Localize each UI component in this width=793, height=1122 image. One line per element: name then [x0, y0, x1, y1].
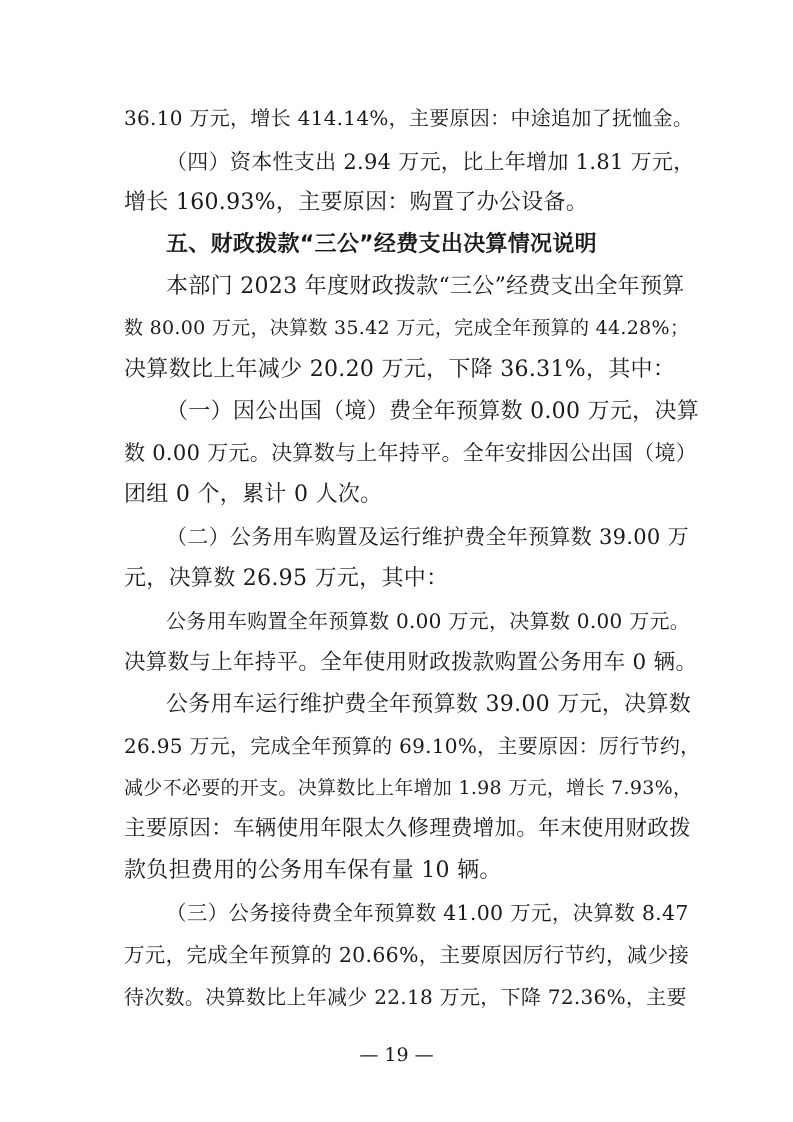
text-line: （四）资本性支出 2.94 万元，比上年增加 1.81 万元，: [166, 150, 695, 174]
text-line: 待次数。决算数比上年减少 22.18 万元，下降 72.36%，主要: [124, 985, 687, 1009]
text-line: 数 80.00 万元，决算数 35.42 万元，完成全年预算的 44.28%；: [124, 317, 690, 339]
text-line: 主要原因：车辆使用年限太久修理费增加。年末使用财政拨: [124, 816, 691, 841]
text-line: 决算数比上年减少 20.20 万元，下降 36.31%，其中：: [124, 357, 676, 382]
text-line: 减少不必要的开支。决算数比上年增加 1.98 万元，增长 7.93%，: [124, 777, 693, 799]
text-line: 数 0.00 万元。决算数与上年持平。全年安排因公出国（境）: [124, 441, 698, 465]
text-line: 款负担费用的公务用车保有量 10 辆。: [124, 858, 502, 883]
text-line: 公务用车运行维护费全年预算数 39.00 万元，决算数: [166, 692, 692, 717]
text-line: （三）公务接待费全年预算数 41.00 万元，决算数 8.47: [166, 901, 689, 925]
text-line: 公务用车购置全年预算数 0.00 万元，决算数 0.00 万元。: [166, 609, 691, 633]
text-line: 增长 160.93%，主要原因：购置了办公设备。: [124, 190, 589, 215]
text-line: （一）因公出国（境）费全年预算数 0.00 万元，决算: [166, 399, 700, 424]
section-heading: 五、财政拨款“三公”经费支出决算情况说明: [166, 232, 597, 257]
text-line: （二）公务用车购置及运行维护费全年预算数 39.00 万: [166, 525, 689, 549]
text-line: 26.95 万元，完成全年预算的 69.10%，主要原因：厉行节约，: [124, 734, 701, 758]
text-line: 万元，完成全年预算的 20.66%，主要原因厉行节约，减少接: [124, 943, 690, 967]
text-line: 本部门 2023 年度财政拨款“三公”经费支出全年预算: [166, 274, 685, 299]
page-number: — 19 —: [359, 1044, 434, 1066]
text-line: 36.10 万元，增长 414.14%，主要原因：中途追加了抚恤金。: [124, 106, 694, 130]
text-line: 决算数与上年持平。全年使用财政拨款购置公务用车 0 辆。: [124, 650, 698, 675]
text-line: 元，决算数 26.95 万元，其中：: [124, 566, 449, 591]
text-line: 团组 0 个，累计 0 人次。: [124, 482, 383, 507]
